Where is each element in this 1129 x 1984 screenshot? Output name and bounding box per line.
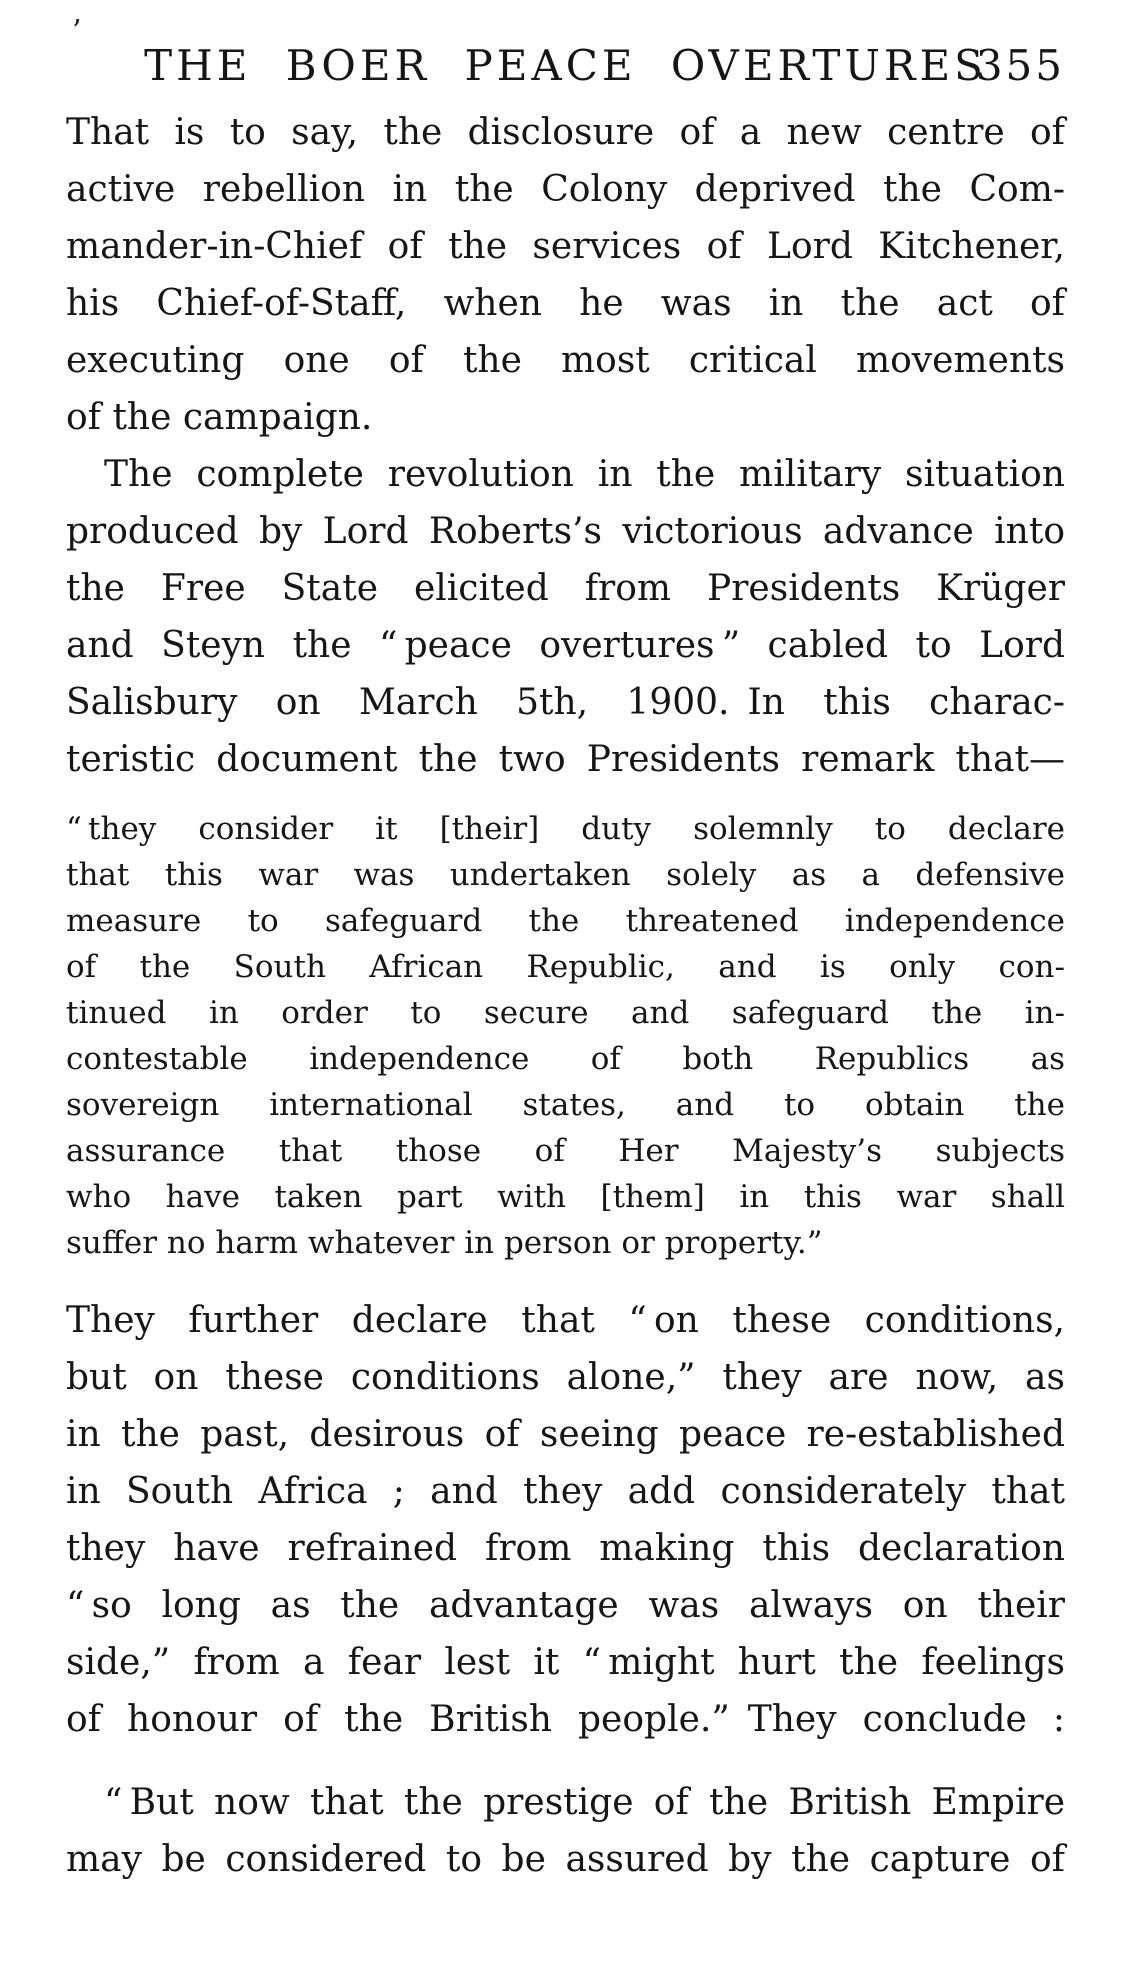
text-line: The complete revolution in the military situation — [104, 454, 1065, 495]
text-line: Salisbury on March 5th, 1900. In this charac- — [66, 682, 1065, 723]
paragraph — [66, 446, 1065, 788]
text-line: may be considered to be assured by the capture of — [66, 1839, 1065, 1880]
paragraph — [66, 104, 1065, 446]
paragraph — [66, 1774, 1065, 1888]
text-line: they have refrained from making this declaration — [66, 1528, 1065, 1569]
text-line: active rebellion in the Colony deprived the Com- — [66, 169, 1065, 210]
text-line: They further declare that “ on these conditions, — [66, 1300, 1065, 1341]
text-line: of honour of the British people.” They conclude : — [66, 1699, 1065, 1740]
text-line: in South Africa ; and they add considerately that — [66, 1471, 1065, 1512]
text-line: of the campaign. — [66, 397, 373, 438]
scan-noise-mark: ’ — [72, 14, 82, 49]
text-line: suffer no harm whatever in person or property.” — [66, 1225, 823, 1261]
page-number: 355 — [975, 41, 1065, 90]
text-line: produced by Lord Roberts’s victorious advance into — [66, 511, 1065, 552]
text-line: sovereign international states, and to obtain the — [66, 1087, 1065, 1123]
text-line: executing one of the most critical movements — [66, 340, 1065, 381]
blockquote — [66, 806, 1065, 1266]
text-line: teristic document the two Presidents remark that— — [66, 739, 1065, 780]
text-line: contestable independence of both Republics as — [66, 1041, 1065, 1077]
text-line: tinued in order to secure and safeguard the in- — [66, 995, 1065, 1031]
text-line: and Steyn the “ peace overtures ” cabled to Lord — [66, 625, 1065, 666]
text-line: That is to say, the disclosure of a new centre of — [66, 112, 1065, 153]
paragraph — [66, 1292, 1065, 1748]
text-line: side,” from a fear lest it “ might hurt the feelings — [66, 1642, 1065, 1683]
running-head — [66, 36, 1065, 96]
text-line: his Chief-of-Staff, when he was in the act of — [66, 283, 1065, 324]
text-line: measure to safeguard the threatened independence — [66, 903, 1065, 939]
text-line: mander-in-Chief of the services of Lord Kitchener, — [66, 226, 1065, 267]
text-line: in the past, desirous of seeing peace re-established — [66, 1414, 1065, 1455]
text-line: “ they consider it [their] duty solemnly to declare — [66, 811, 1065, 847]
text-line: but on these conditions alone,” they are now, as — [66, 1357, 1065, 1398]
text-line: of the South African Republic, and is only con- — [66, 949, 1065, 985]
text-line: that this war was undertaken solely as a defensive — [66, 857, 1065, 893]
text-line: assurance that those of Her Majesty’s subjects — [66, 1133, 1065, 1169]
text-line: who have taken part with [them] in this war shall — [66, 1179, 1065, 1215]
text-line: the Free State elicited from Presidents Krüger — [66, 568, 1065, 609]
page-title: THE BOER PEACE OVERTURES — [144, 41, 987, 90]
text-line: “ so long as the advantage was always on their — [66, 1585, 1065, 1626]
text-line: “ But now that the prestige of the British Empire — [104, 1782, 1065, 1823]
